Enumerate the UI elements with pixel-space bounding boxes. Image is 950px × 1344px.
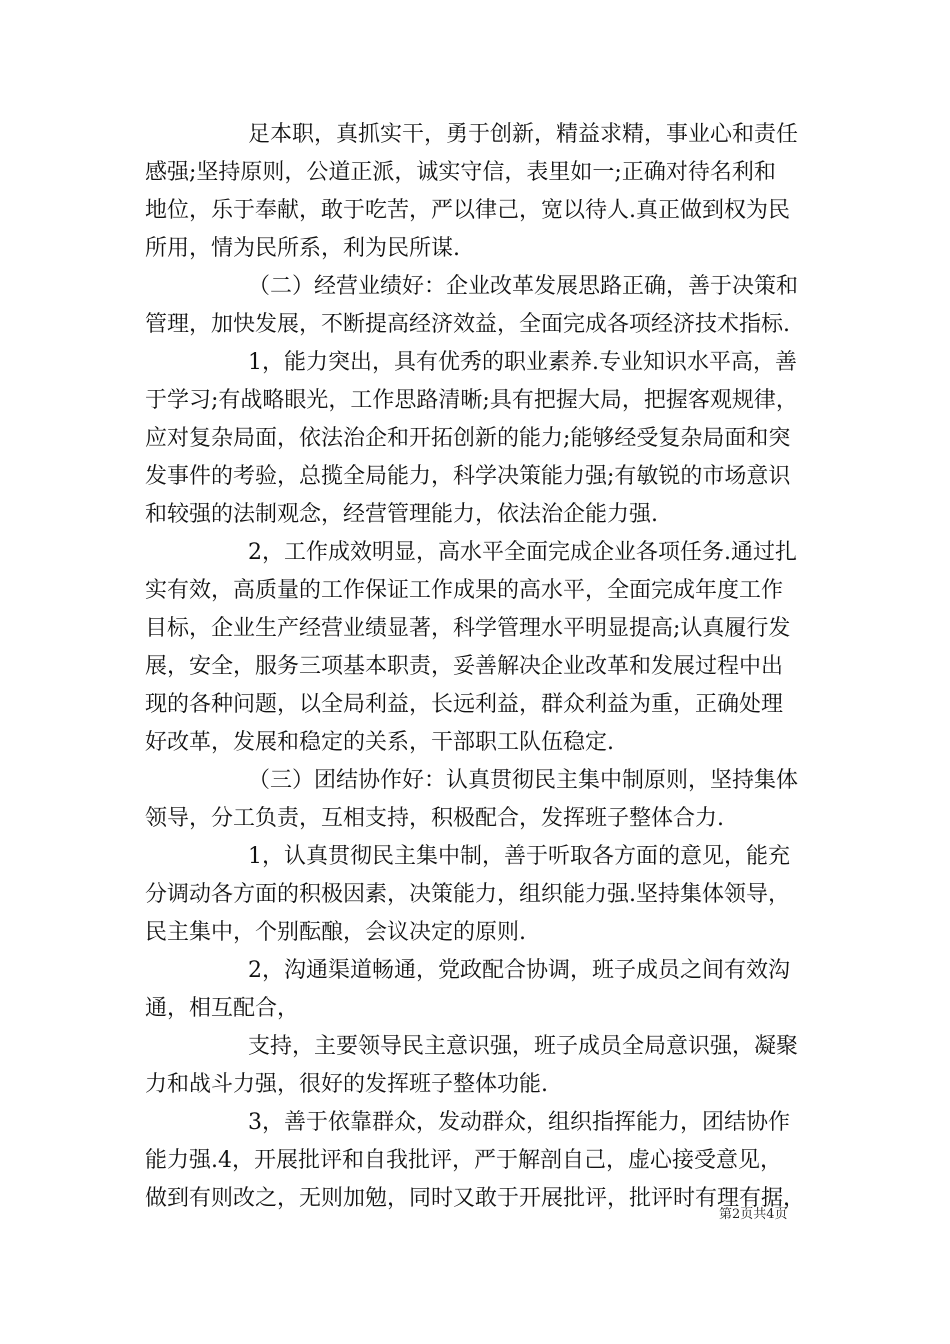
text-line: 实有效，高质量的工作保证工作成果的高水平，全面完成年度工作 bbox=[145, 578, 784, 603]
text-line: 分调动各方面的积极因素，决策能力，组织能力强.坚持集体领导， bbox=[145, 882, 790, 907]
text-line: 地位，乐于奉献，敢于吃苦，严以律己，宽以待人.真正做到权为民 bbox=[145, 198, 790, 223]
text-line: 目标，企业生产经营业绩显著，科学管理水平明显提高;认真履行发 bbox=[145, 616, 791, 641]
text-line: （二）经营业绩好：企业改革发展思路正确，善于决策和 bbox=[248, 274, 799, 299]
text-line: 应对复杂局面，依法治企和开拓创新的能力;能够经受复杂局面和突 bbox=[145, 426, 791, 451]
page-footer: 第2页共4页 bbox=[719, 1207, 788, 1222]
text-line: （三）团结协作好：认真贯彻民主集中制原则，坚持集体 bbox=[248, 768, 799, 793]
text-line: 1，能力突出，具有优秀的职业素养.专业知识水平高，善 bbox=[248, 350, 797, 375]
text-line: 2，工作成效明显，高水平全面完成企业各项任务.通过扎 bbox=[248, 540, 797, 565]
text-line: 足本职，真抓实干，勇于创新，精益求精，事业心和责任 bbox=[248, 122, 799, 147]
text-line: 现的各种问题，以全局利益，长远利益，群众利益为重，正确处理 bbox=[145, 692, 784, 717]
text-line: 通，相互配合， bbox=[145, 996, 300, 1021]
text-line: 展，安全，服务三项基本职责，妥善解决企业改革和发展过程中出 bbox=[145, 654, 784, 679]
text-line: 能力强.4，开展批评和自我批评，严于解剖自己，虚心接受意见， bbox=[145, 1148, 782, 1173]
text-line: 和较强的法制观念，经营管理能力，依法治企能力强. bbox=[145, 502, 658, 527]
text-line: 于学习;有战略眼光，工作思路清晰;具有把握大局，把握客观规律， bbox=[145, 388, 798, 413]
text-line: 所用，情为民所系，利为民所谋. bbox=[145, 236, 460, 261]
text-line: 力和战斗力强，很好的发挥班子整体功能. bbox=[145, 1072, 548, 1097]
text-line: 民主集中，个别酝酿，会议决定的原则. bbox=[145, 920, 526, 945]
text-line: 好改革，发展和稳定的关系，干部职工队伍稳定. bbox=[145, 730, 614, 755]
text-line: 2，沟通渠道畅通，党政配合协调，班子成员之间有效沟 bbox=[248, 958, 790, 983]
text-line: 支持，主要领导民主意识强，班子成员全局意识强，凝聚 bbox=[248, 1034, 799, 1059]
text-line: 3，善于依靠群众，发动群众，组织指挥能力，团结协作 bbox=[248, 1110, 790, 1135]
text-line: 1，认真贯彻民主集中制，善于听取各方面的意见，能充 bbox=[248, 844, 790, 869]
text-line: 发事件的考验，总揽全局能力，科学决策能力强;有敏锐的市场意识 bbox=[145, 464, 791, 489]
text-line: 做到有则改之，无则加勉，同时又敢于开展批评，批评时有理有据， bbox=[145, 1186, 806, 1211]
text-line: 管理，加快发展，不断提高经济效益，全面完成各项经济技术指标. bbox=[145, 312, 790, 337]
text-line: 感强;坚持原则，公道正派，诚实守信，表里如一;正确对待名利和 bbox=[145, 160, 776, 185]
text-line: 领导，分工负责，互相支持，积极配合，发挥班子整体合力. bbox=[145, 806, 724, 831]
